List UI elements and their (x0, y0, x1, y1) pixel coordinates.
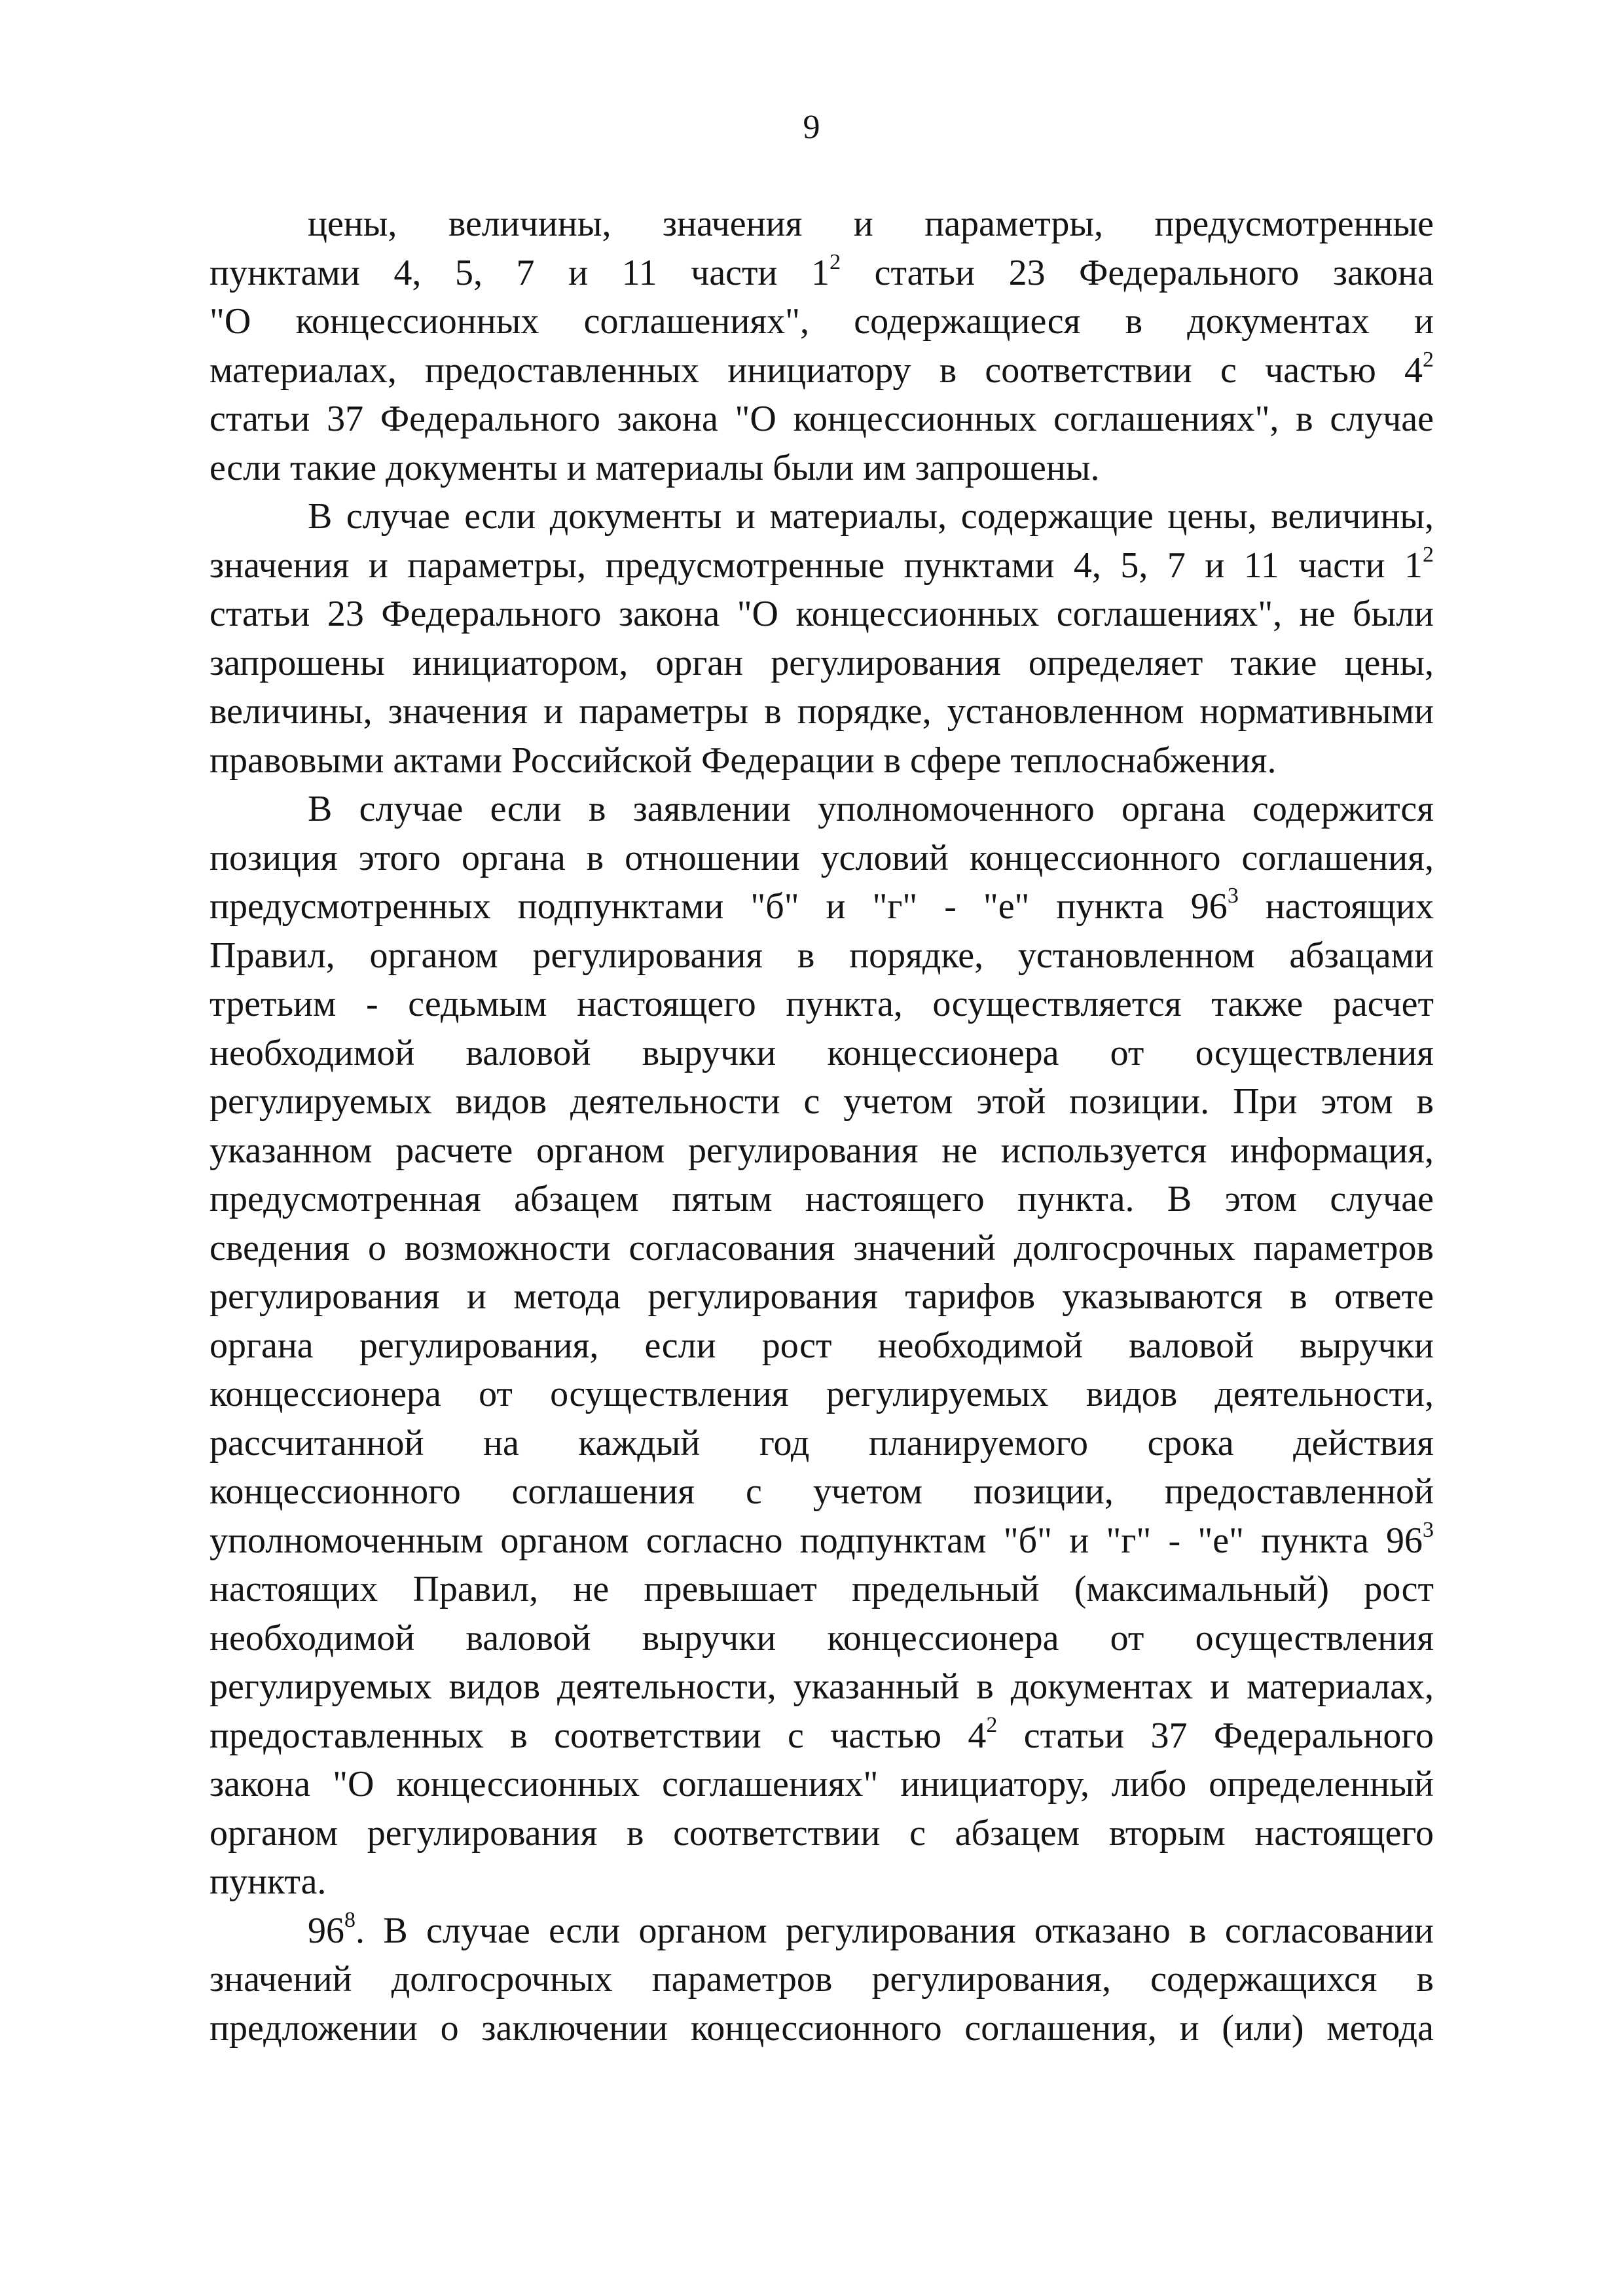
text-line: если такие документы и материалы были им запрошены. (210, 447, 1100, 488)
text-line: $96^8$. В случае если органом регулирования отказано в согласовании (308, 1907, 1434, 1951)
text-line: значений долгосрочных параметров регулирования, содержащихся в (210, 1959, 1434, 2000)
text-line: рассчитанной на каждый год планируемого срока действия (210, 1422, 1434, 1463)
text-line: предложении о заключении концессионного соглашения, и (или) метода (210, 2007, 1434, 2049)
text-line: органом регулирования в соответствии с абзацем вторым настоящего (210, 1812, 1434, 1854)
text-line: регулирования и метода регулирования тарифов указываются в ответе (210, 1276, 1434, 1317)
text-line: органа регулирования, если рост необходимой валовой выручки (210, 1325, 1434, 1366)
text-line: уполномоченным органом согласно подпунктам "б" и "г" - "е" пункта $96^3$ (210, 1517, 1434, 1561)
text-line: В случае если документы и материалы, содержащие цены, величины, (308, 496, 1434, 537)
text-line: предусмотренных подпунктами "б" и "г" - "е" пункта $96^3$ настоящих (210, 884, 1434, 927)
text-line: запрошены инициатором, орган регулирования определяет такие цены, (210, 642, 1434, 683)
text-line: пунктами 4, 5, 7 и 11 части $1^2$ статьи 23 Федерального закона (210, 249, 1434, 293)
text-line: регулируемых видов деятельности, указанный в документах и материалах, (210, 1666, 1434, 1707)
text-line: регулируемых видов деятельности с учетом этой позиции. При этом в (210, 1081, 1434, 1122)
text-line: величины, значения и параметры в порядке, установленном нормативными (210, 691, 1434, 732)
text-line: цены, величины, значения и параметры, предусмотренные (308, 204, 1434, 244)
page-number: 9 (803, 109, 820, 146)
text-line: В случае если в заявлении уполномоченного органа содержится (308, 789, 1434, 829)
text-line: указанном расчете органом регулирования не используется информация, (210, 1130, 1434, 1171)
text-line: статьи 23 Федерального закона "О концессионных соглашениях", не были (210, 594, 1434, 634)
text-line: Правил, органом регулирования в порядке, установленном абзацами (210, 935, 1434, 976)
text-line: "О концессионных соглашениях", содержащиеся в документах и (210, 301, 1434, 342)
text-line: значения и параметры, предусмотренные пунктами 4, 5, 7 и 11 части $1^2$ (210, 542, 1434, 586)
text-line: необходимой валовой выручки концессионера от осуществления (210, 1617, 1434, 1659)
text-line: закона "О концессионных соглашениях" инициатору, либо определенный (210, 1764, 1434, 1804)
text-line: концессионера от осуществления регулируемых видов деятельности, (210, 1374, 1434, 1414)
text-line: материалах, предоставленных инициатору в соответствии с частью $4^2$ (210, 347, 1434, 391)
text-line: концессионного соглашения с учетом позиции, предоставленной (210, 1471, 1434, 1512)
text-line: предоставленных в соответствии с частью $4^2$ статьи 37 Федерального (210, 1712, 1434, 1756)
text-line: статьи 37 Федерального закона "О концессионных соглашениях", в случае (210, 399, 1434, 439)
text-line: позиция этого органа в отношении условий концессионного соглашения, (210, 837, 1434, 878)
text-line: настоящих Правил, не превышает предельный (максимальный) рост (210, 1569, 1434, 1609)
text-line: предусмотренная абзацем пятым настоящего пункта. В этом случае (210, 1179, 1434, 1219)
text-line: третьим - седьмым настоящего пункта, осуществляется также расчет (210, 984, 1434, 1024)
text-line: необходимой валовой выручки концессионера от осуществления (210, 1032, 1434, 1073)
text-line: сведения о возможности согласования значений долгосрочных параметров (210, 1227, 1434, 1268)
body-text (210, 200, 1434, 2053)
text-line: правовыми актами Российской Федерации в сфере теплоснабжения. (210, 740, 1277, 781)
text-line: пункта. (210, 1861, 327, 1902)
